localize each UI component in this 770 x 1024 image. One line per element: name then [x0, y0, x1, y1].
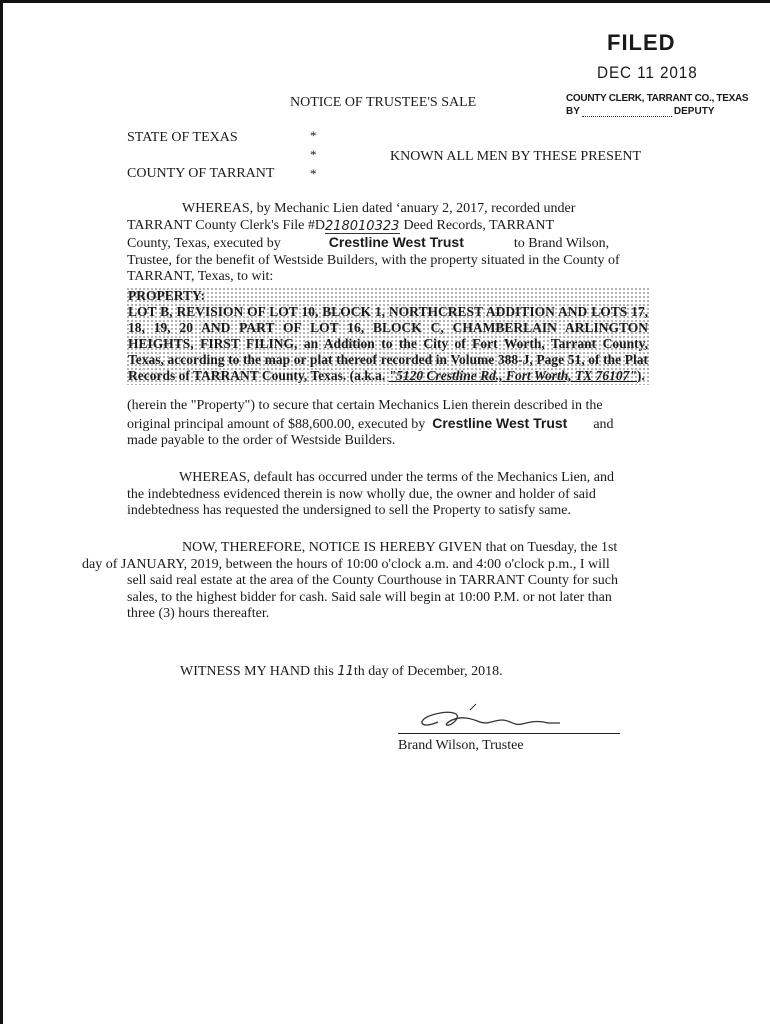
whereas2-line-2: the indebtedness evidenced therein is now wholly due, the owner and holder of said: [127, 486, 596, 502]
state-of-texas: STATE OF TEXAS: [127, 130, 238, 145]
property-legal-description: LOT B, REVISION OF LOT 10, BLOCK 1, NORTHCREST ADDITION AND LOTS 17, 18, 19, 20 AND PART OF LOT 16, BLOCK C, CHAMBERLAIN ARLINGTON HEIGHTS, FIRST FILING, an Addition to the City of Fort Worth, Tarrant County, Texas, according to the map or plat thereof recorded in Volume 388-J, Page 51, of the Plat Records of TARRANT County, Texas. (a.k.a. "5120 Crestline Rd., Fort Worth, TX 76107").: [128, 304, 648, 383]
trustee-signature: [410, 690, 570, 735]
property-description: [126, 287, 650, 385]
filed-stamp: FILED: [607, 30, 676, 55]
county-of-tarrant: COUNTY OF TARRANT: [127, 166, 275, 181]
now-line-3: sell said real estate at the area of the County Courthouse in TARRANT County for such: [127, 573, 618, 588]
herein-paragraph: [127, 398, 647, 450]
scan-left-edge: [0, 0, 3, 1024]
property-address: "5120 Crestline Rd., Fort Worth, TX 76107": [388, 368, 637, 383]
known-all-men: KNOWN ALL MEN BY THESE PRESENT: [390, 149, 642, 164]
herein-executor-name: Crestline West Trust: [432, 414, 568, 431]
now-line-5: three (3) hours thereafter.: [127, 606, 270, 621]
whereas-default-paragraph: [127, 470, 647, 520]
scan-top-edge: [0, 0, 770, 3]
property-label: PROPERTY:: [128, 288, 206, 303]
now-line-1: NOW, THEREFORE, NOTICE IS HEREBY GIVEN that on Tuesday, the 1st: [182, 540, 618, 555]
filed-date: DEC 11 2018: [597, 63, 698, 82]
herein-line-1: (herein the "Property") to secure that certain Mechanics Lien therein described in the: [127, 398, 603, 413]
signature-line: [398, 733, 620, 734]
notice-paragraph: [82, 540, 652, 623]
whereas2-line-1: WHEREAS, default has occurred under the terms of the Mechanics Lien, and: [179, 470, 615, 485]
by-blank-line: [582, 116, 672, 117]
county-clerk-stamp: COUNTY CLERK, TARRANT CO., TEXAS: [566, 93, 749, 104]
handwritten-file-number: 218010323: [324, 219, 400, 234]
clerk-by-line: [566, 106, 714, 117]
whereas1-line-3: County, Texas, executed by Crestline West Trust to Brand Wilson,: [127, 234, 610, 251]
deputy-label: DEPUTY: [673, 106, 715, 117]
witness-line: WITNESS MY HAND this 11th day of December, 2018.: [180, 664, 503, 679]
document-title: NOTICE OF TRUSTEE'S SALE: [290, 95, 477, 110]
herein-line-2: original principal amount of $88,600.00, executed by Crestline West Trust and: [127, 414, 614, 432]
asterisk-1: *: [310, 128, 317, 143]
whereas1-line-1: WHEREAS, by Mechanic Lien dated ‘anuary 2, 2017, recorded under: [182, 201, 576, 216]
asterisk-2: *: [310, 147, 317, 162]
whereas1-line-4: Trustee, for the benefit of Westside Builders, with the property situated in the County of: [127, 252, 620, 268]
by-label: BY: [566, 106, 580, 117]
trustee-name: Brand Wilson, Trustee: [398, 738, 524, 753]
whereas-lien-paragraph: [127, 201, 657, 286]
now-line-2: day of JANUARY, 2019, between the hours of 10:00 o'clock a.m. and 4:00 o'clock p.m., I will: [82, 556, 610, 572]
handwritten-day: 11: [337, 664, 354, 679]
executor-name: Crestline West Trust: [328, 234, 464, 250]
whereas1-line-2: TARRANT County Clerk's File #D218010323 Deed Records, TARRANT: [127, 217, 555, 234]
whereas1-line-5: TARRANT, Texas, to wit:: [127, 269, 274, 284]
now-line-4: sales, to the highest bidder for cash. Said sale will begin at 10:00 P.M. or not later than: [127, 589, 612, 605]
whereas2-line-3: indebtedness has requested the undersigned to sell the Property to satisfy same.: [127, 503, 572, 518]
asterisk-3: *: [310, 166, 317, 181]
herein-line-3: made payable to the order of Westside Builders.: [127, 433, 396, 448]
